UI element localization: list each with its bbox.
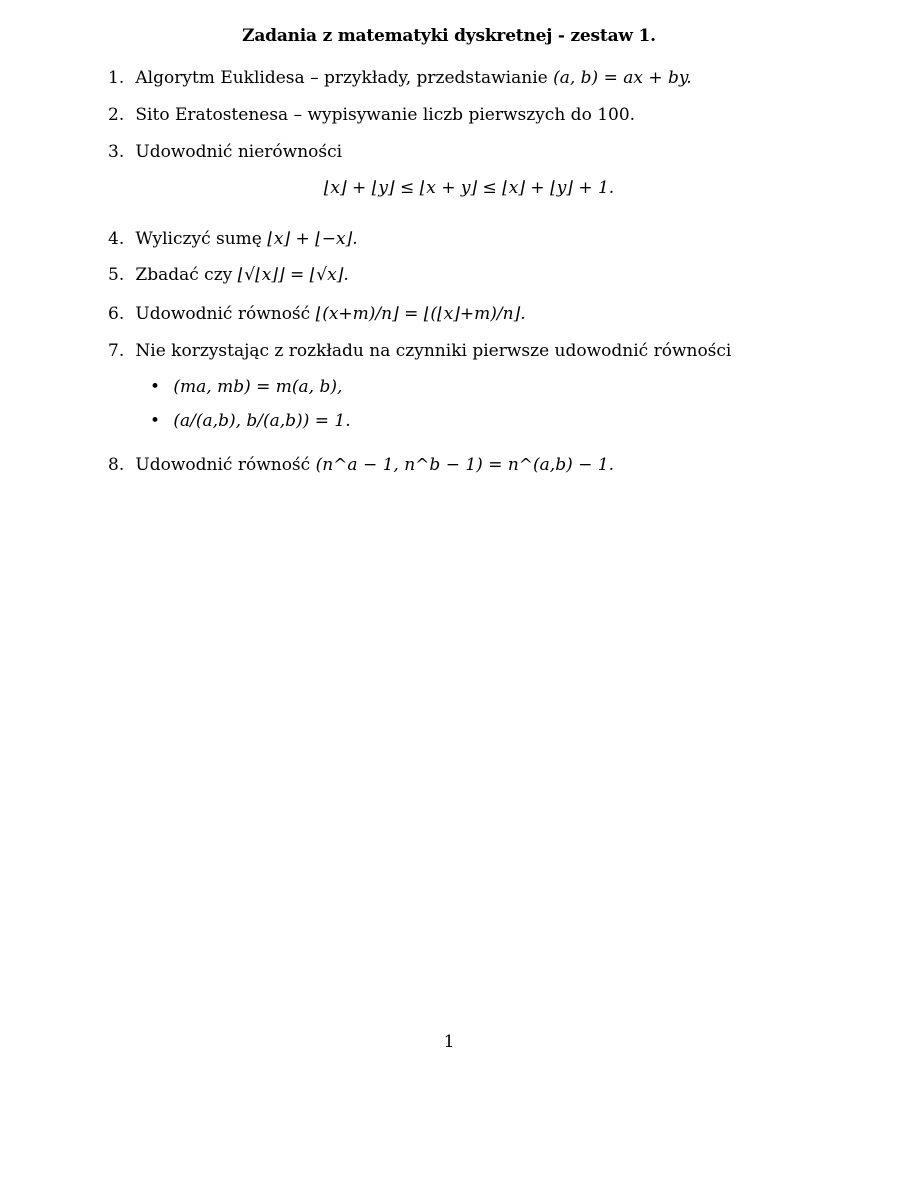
list-item [108,303,526,325]
list-item [108,228,358,250]
item-text: Udowodnić nierówności [135,142,343,162]
list-item [108,340,731,362]
item-math: (a, b) = ax + by. [553,68,692,88]
item-text: Sito Eratostenesa – wypisywanie liczb pierwszych do 100. [135,105,636,125]
item-number: 2. [108,105,125,125]
item-number: 1. [108,68,125,88]
page-number: 1 [443,1032,455,1052]
document-title: Zadania z matematyki dyskretnej - zestaw 1. [242,26,656,46]
item-text: Udowodnić równość [135,455,316,475]
item-text: Zbadać czy [135,265,238,285]
list-item [108,454,614,476]
item-number: 5. [108,265,125,285]
item-number: 4. [108,229,125,249]
bullet-item [150,377,342,397]
list-item [108,141,342,163]
bullet-math: (a/(a,b), b/(a,b)) = 1. [173,411,351,431]
bullet-item [150,411,351,431]
list-item [108,264,349,286]
bullet-math: (ma, mb) = m(a, b), [173,377,343,397]
item-number: 6. [108,304,125,324]
item-number: 7. [108,341,125,361]
item-math: ⌊(x+m)/n⌋ = ⌊(⌊x⌋+m)/n⌋. [315,304,526,324]
item-math: ⌊x⌋ + ⌊−x⌋. [267,229,358,249]
item-text: Nie korzystając z rozkładu na czynniki pierwsze udowodnić równości [135,341,732,361]
bullet-icon: • [150,377,161,397]
item-text: Wyliczyć sumę [135,229,268,249]
item-math: (n^a − 1, n^b − 1) = n^(a,b) − 1. [315,455,614,475]
display-equation: ⌊x⌋ + ⌊y⌋ ≤ ⌊x + y⌋ ≤ ⌊x⌋ + ⌊y⌋ + 1. [323,178,615,198]
item-text: Udowodnić równość [135,304,316,324]
item-text: Algorytm Euklidesa – przykłady, przedstawianie [135,68,554,88]
list-item [108,104,635,126]
item-number: 8. [108,455,125,475]
item-number: 3. [108,142,125,162]
bullet-icon: • [150,411,161,431]
list-item [108,67,692,89]
item-math: ⌊√⌊x⌋⌋ = ⌊√x⌋. [237,265,349,285]
